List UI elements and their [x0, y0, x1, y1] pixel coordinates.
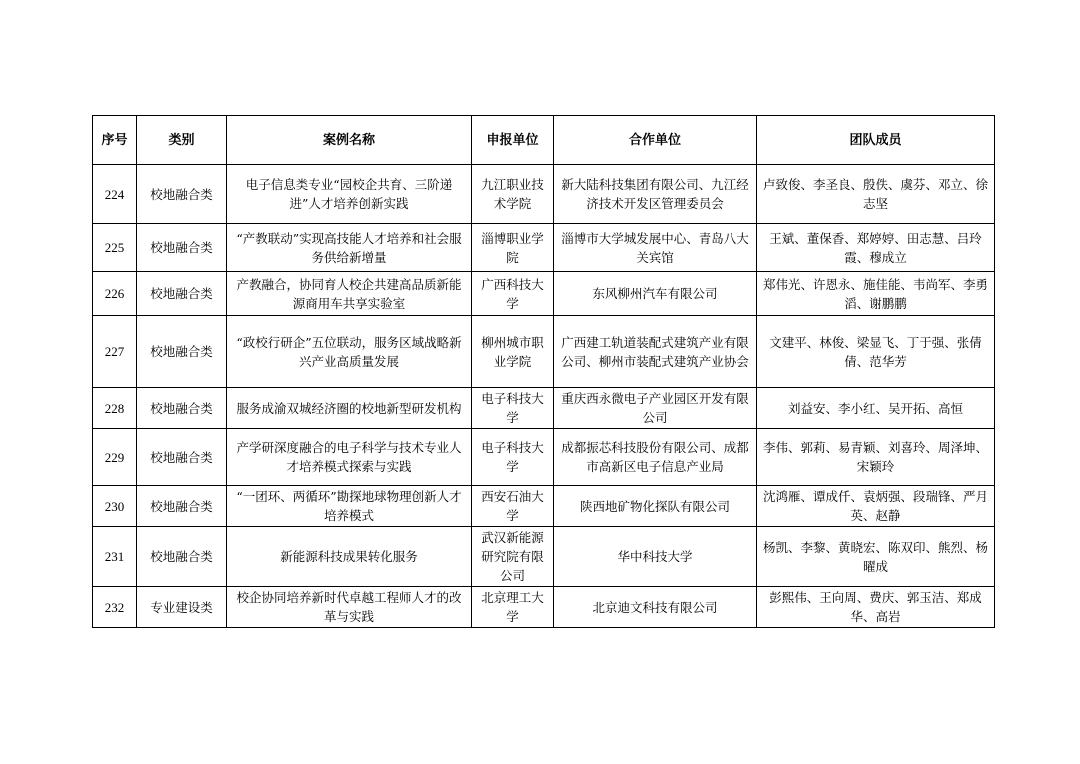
cell-members: 郑伟光、许恩永、施佳能、韦尚军、李勇滔、谢鹏鹏: [757, 272, 995, 316]
cell-no: 231: [93, 527, 137, 587]
cell-category: 校地融合类: [137, 165, 227, 224]
cell-category: 校地融合类: [137, 429, 227, 486]
cell-category: 校地融合类: [137, 388, 227, 429]
cell-members: 杨凯、李黎、黄晓宏、陈双印、熊烈、杨曜成: [757, 527, 995, 587]
cell-partner: 东风柳州汽车有限公司: [554, 272, 757, 316]
cell-no: 227: [93, 316, 137, 388]
cell-case-name: 产教融合，协同育人校企共建高品质新能源商用车共享实验室: [227, 272, 472, 316]
cell-members: 彭熙伟、王向周、费庆、郭玉洁、郑成华、高岩: [757, 587, 995, 628]
cell-applicant: 电子科技大学: [472, 429, 554, 486]
cell-members: 王斌、董保香、郑婷婷、田志慧、吕玲霞、穆成立: [757, 224, 995, 272]
table-row: [93, 388, 995, 429]
cell-no: 225: [93, 224, 137, 272]
cell-members: 沈鸿雁、谭成仟、袁炳强、段瑞锋、严月英、赵静: [757, 486, 995, 527]
cell-applicant: 九江职业技术学院: [472, 165, 554, 224]
cell-no: 224: [93, 165, 137, 224]
table-row: [93, 587, 995, 628]
cell-members: 卢致俊、李圣良、殷佚、虞芬、邓立、徐志坚: [757, 165, 995, 224]
cell-members: 文建平、林俊、梁显飞、丁于强、张倩倩、范华芳: [757, 316, 995, 388]
cell-applicant: 西安石油大学: [472, 486, 554, 527]
cell-case-name: 产学研深度融合的电子科学与技术专业人才培养模式探索与实践: [227, 429, 472, 486]
cell-no: 232: [93, 587, 137, 628]
header-members: 团队成员: [757, 116, 995, 165]
cell-category: 校地融合类: [137, 224, 227, 272]
table-row: [93, 429, 995, 486]
table-row: [93, 316, 995, 388]
cell-no: 229: [93, 429, 137, 486]
cell-applicant: 电子科技大学: [472, 388, 554, 429]
table-row: [93, 165, 995, 224]
cell-no: 226: [93, 272, 137, 316]
cell-case-name: 校企协同培养新时代卓越工程师人才的改革与实践: [227, 587, 472, 628]
table-row: [93, 272, 995, 316]
cell-case-name: “一团环、两循环”勘探地球物理创新人才培养模式: [227, 486, 472, 527]
cell-case-name: “政校行研企”五位联动，服务区域战略新兴产业高质量发展: [227, 316, 472, 388]
cell-members: 李伟、郭莉、易青颖、刘喜玲、周泽坤、宋颖玲: [757, 429, 995, 486]
cell-partner: 华中科技大学: [554, 527, 757, 587]
cell-category: 校地融合类: [137, 486, 227, 527]
case-table: [92, 115, 995, 628]
table-header-row: [93, 116, 995, 165]
cell-no: 230: [93, 486, 137, 527]
cell-category: 校地融合类: [137, 272, 227, 316]
cell-partner: 广西建工轨道装配式建筑产业有限公司、柳州市装配式建筑产业协会: [554, 316, 757, 388]
cell-category: 校地融合类: [137, 527, 227, 587]
table-row: [93, 224, 995, 272]
cell-partner: 淄博市大学城发展中心、青岛八大关宾馆: [554, 224, 757, 272]
cell-partner: 成都振芯科技股份有限公司、成都市高新区电子信息产业局: [554, 429, 757, 486]
cell-applicant: 淄博职业学院: [472, 224, 554, 272]
cell-members: 刘益安、李小红、吴开拓、高恒: [757, 388, 995, 429]
cell-category: 专业建设类: [137, 587, 227, 628]
cell-applicant: 武汉新能源研究院有限公司: [472, 527, 554, 587]
cell-applicant: 广西科技大学: [472, 272, 554, 316]
cell-partner: 新大陆科技集团有限公司、九江经济技术开发区管理委员会: [554, 165, 757, 224]
header-applicant: 申报单位: [472, 116, 554, 165]
cell-category: 校地融合类: [137, 316, 227, 388]
cell-applicant: 北京理工大学: [472, 587, 554, 628]
header-case-name: 案例名称: [227, 116, 472, 165]
cell-case-name: “产教联动”实现高技能人才培养和社会服务供给新增量: [227, 224, 472, 272]
cell-no: 228: [93, 388, 137, 429]
cell-case-name: 服务成渝双城经济圈的校地新型研发机构: [227, 388, 472, 429]
cell-partner: 重庆西永微电子产业园区开发有限公司: [554, 388, 757, 429]
cell-partner: 陕西地矿物化探队有限公司: [554, 486, 757, 527]
cell-partner: 北京迪文科技有限公司: [554, 587, 757, 628]
table-row: [93, 486, 995, 527]
header-category: 类别: [137, 116, 227, 165]
cell-case-name: 电子信息类专业“园校企共育、三阶递进”人才培养创新实践: [227, 165, 472, 224]
cell-case-name: 新能源科技成果转化服务: [227, 527, 472, 587]
table-row: [93, 527, 995, 587]
header-partner: 合作单位: [554, 116, 757, 165]
cell-applicant: 柳州城市职业学院: [472, 316, 554, 388]
header-no: 序号: [93, 116, 137, 165]
